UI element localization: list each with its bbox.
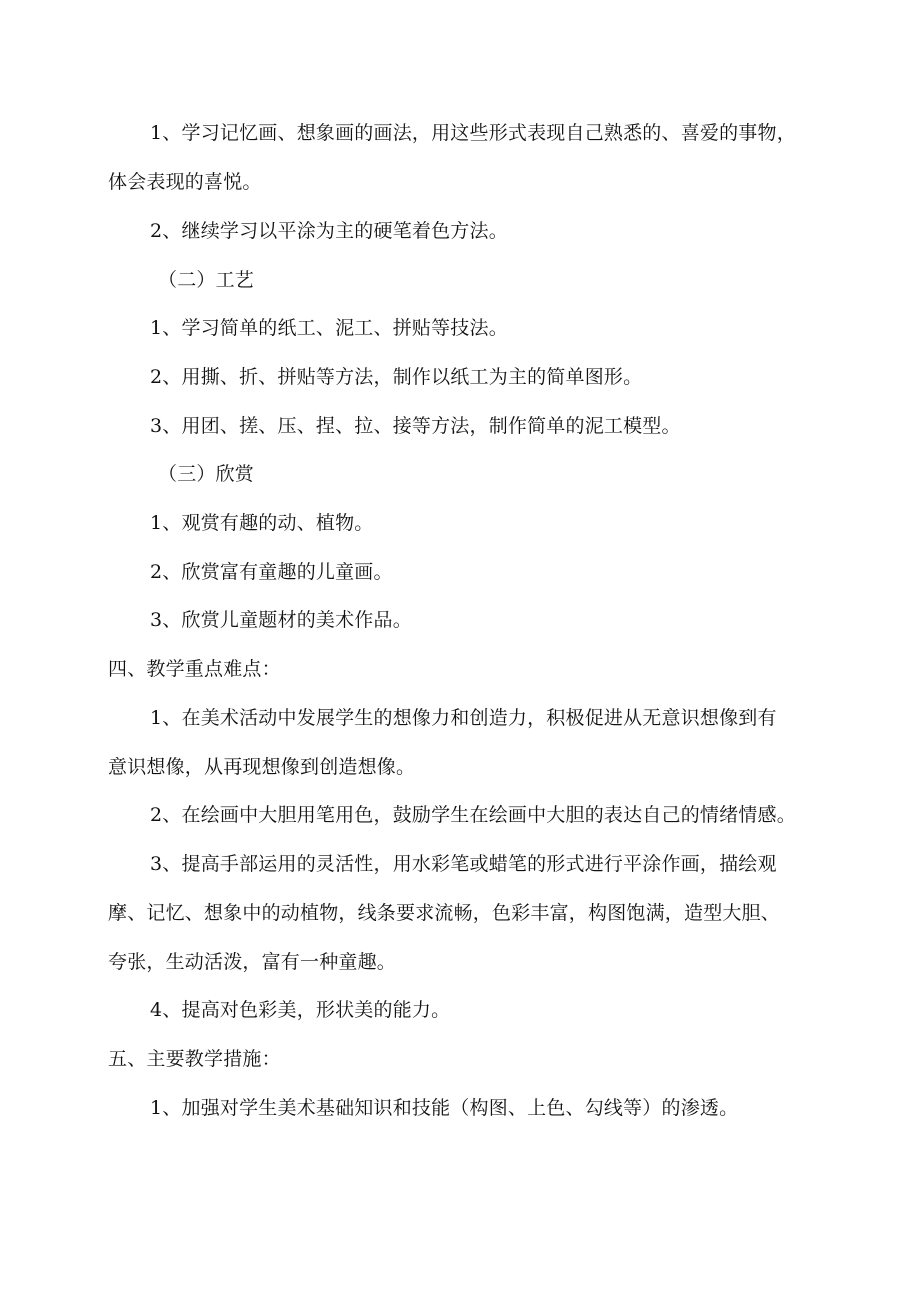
section-heading: 四、教学重点难点： — [108, 658, 281, 680]
paragraph-line: 3、欣赏儿童题材的美术作品。 — [150, 609, 412, 631]
paragraph-line: 2、继续学习以平涂为主的硬笔着色方法。 — [150, 220, 508, 242]
paragraph-line: 3、用团、搓、压、捏、拉、接等方法，制作简单的泥工模型。 — [150, 415, 681, 437]
paragraph-line: 4、提高对色彩美，形状美的能力。 — [150, 999, 451, 1021]
paragraph-line: 2、在绘画中大胆用笔用色，鼓励学生在绘画中大胆的表达自己的情绪情感。 — [150, 804, 796, 826]
paragraph-line: 夸张，生动活泼，富有一种童趣。 — [108, 951, 397, 973]
paragraph-line: 1、观赏有趣的动、植物。 — [150, 512, 374, 534]
paragraph-line: 2、欣赏富有童趣的儿童画。 — [150, 561, 393, 583]
section-heading: 五、主要教学措施： — [108, 1048, 281, 1070]
paragraph-line: 1、在美术活动中发展学生的想像力和创造力，积极促进从无意识想像到有 — [150, 707, 777, 729]
paragraph-line: 1、加强对学生美术基础知识和技能（构图、上色、勾线等）的渗透。 — [150, 1097, 739, 1119]
paragraph-line: 2、用撕、折、拼贴等方法，制作以纸工为主的简单图形。 — [150, 366, 643, 388]
paragraph-line: 1、学习简单的纸工、泥工、拼贴等技法。 — [150, 317, 508, 339]
paragraph-line: 摩、记忆、想象中的动植物，线条要求流畅，色彩丰富，构图饱满，造型大胆、 — [108, 902, 781, 924]
section-heading: （二）工艺 — [158, 269, 255, 291]
paragraph-line: 意识想像，从再现想像到创造想像。 — [108, 756, 416, 778]
paragraph-line: 3、提高手部运用的灵活性，用水彩笔或蜡笔的形式进行平涂作画，描绘观 — [150, 853, 777, 875]
paragraph-line: 1、学习记忆画、想象画的画法，用这些形式表现自己熟悉的、喜爱的事物， — [150, 122, 796, 144]
paragraph-line: 体会表现的喜悦。 — [108, 171, 262, 193]
section-heading: （三）欣赏 — [158, 463, 255, 485]
